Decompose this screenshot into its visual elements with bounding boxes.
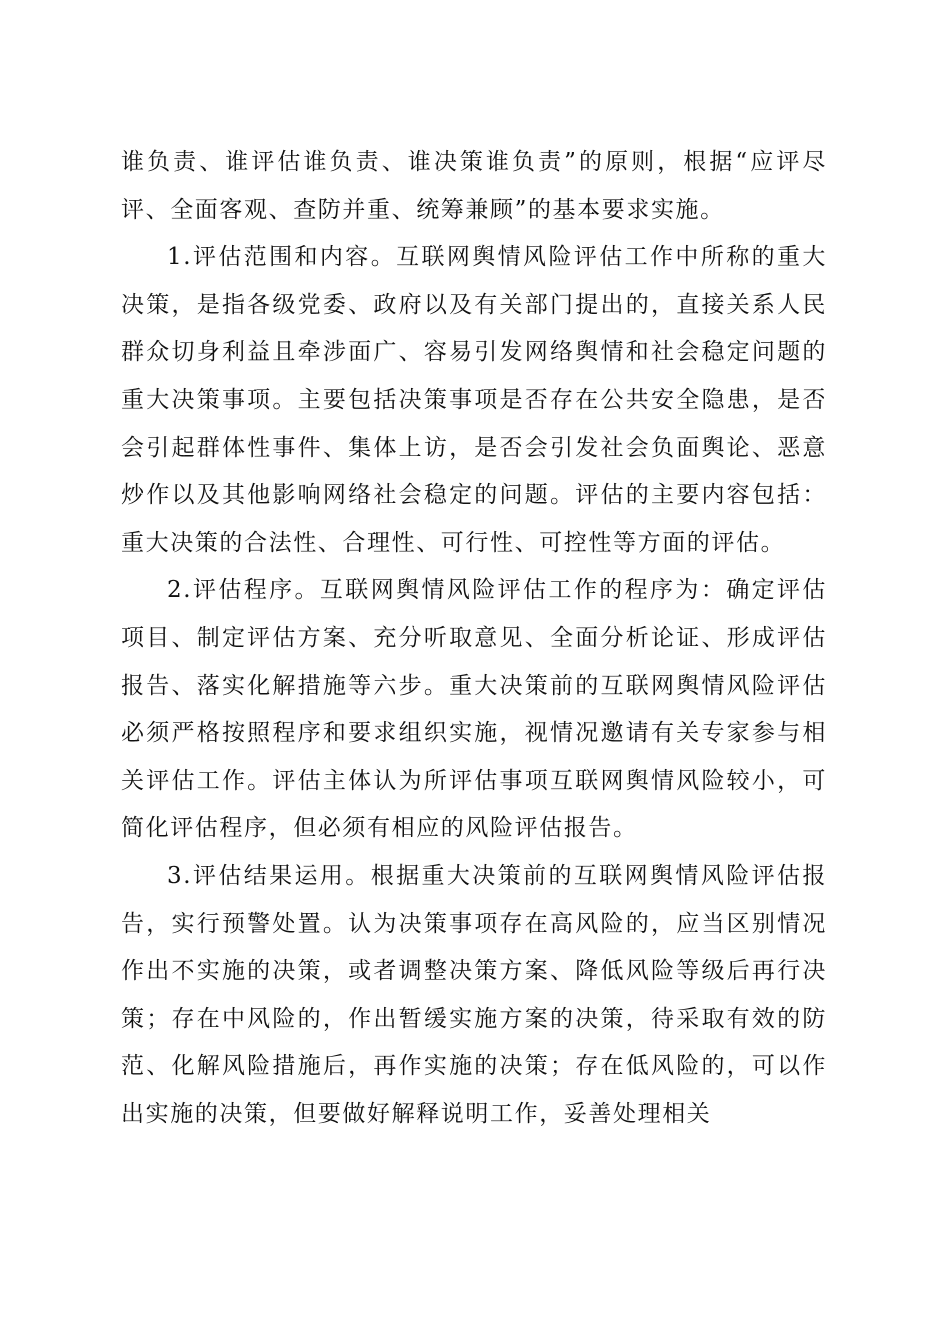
paragraph-continued: 谁负责、谁评估谁负责、谁决策谁负责”的原则，根据“应评尽评、全面客观、查防并重、统筹兼顾”的基本要求实施。 <box>121 149 827 223</box>
paragraph-procedure: 2.评估程序。互联网舆情风险评估工作的程序为：确定评估项目、制定评估方案、充分听取意见、全面分析论证、形成评估报告、落实化解措施等六步。重大决策前的互联网舆情风险评估必须严格按照程序和要求组织实施，视情况邀请有关专家参与相关评估工作。评估主体认为所评估事项互联网舆情风险较小，可简化评估程序，但必须有相应的风险评估报告。 <box>121 577 827 842</box>
paragraph-result-application: 3.评估结果运用。根据重大决策前的互联网舆情风险评估报告，实行预警处置。认为决策事项存在高风险的，应当区别情况作出不实施的决策，或者调整决策方案、降低风险等级后再行决策；存在中风险的，作出暂缓实施方案的决策，待采取有效的防范、化解风险措施后，再作实施的决策；存在低风险的，可以作出实施的决策，但要做好解释说明工作，妥善处理相关 <box>121 862 827 1127</box>
document-body <box>121 139 827 1138</box>
paragraph-scope-and-content: 1.评估范围和内容。互联网舆情风险评估工作中所称的重大决策，是指各级党委、政府以及有关部门提出的，直接关系人民群众切身利益且牵涉面广、容易引发网络舆情和社会稳定问题的重大决策事项。主要包括决策事项是否存在公共安全隐患，是否会引起群体性事件、集体上访，是否会引发社会负面舆论、恶意炒作以及其他影响网络社会稳定的问题。评估的主要内容包括：重大决策的合法性、合理性、可行性、可控性等方面的评估。 <box>121 244 827 556</box>
